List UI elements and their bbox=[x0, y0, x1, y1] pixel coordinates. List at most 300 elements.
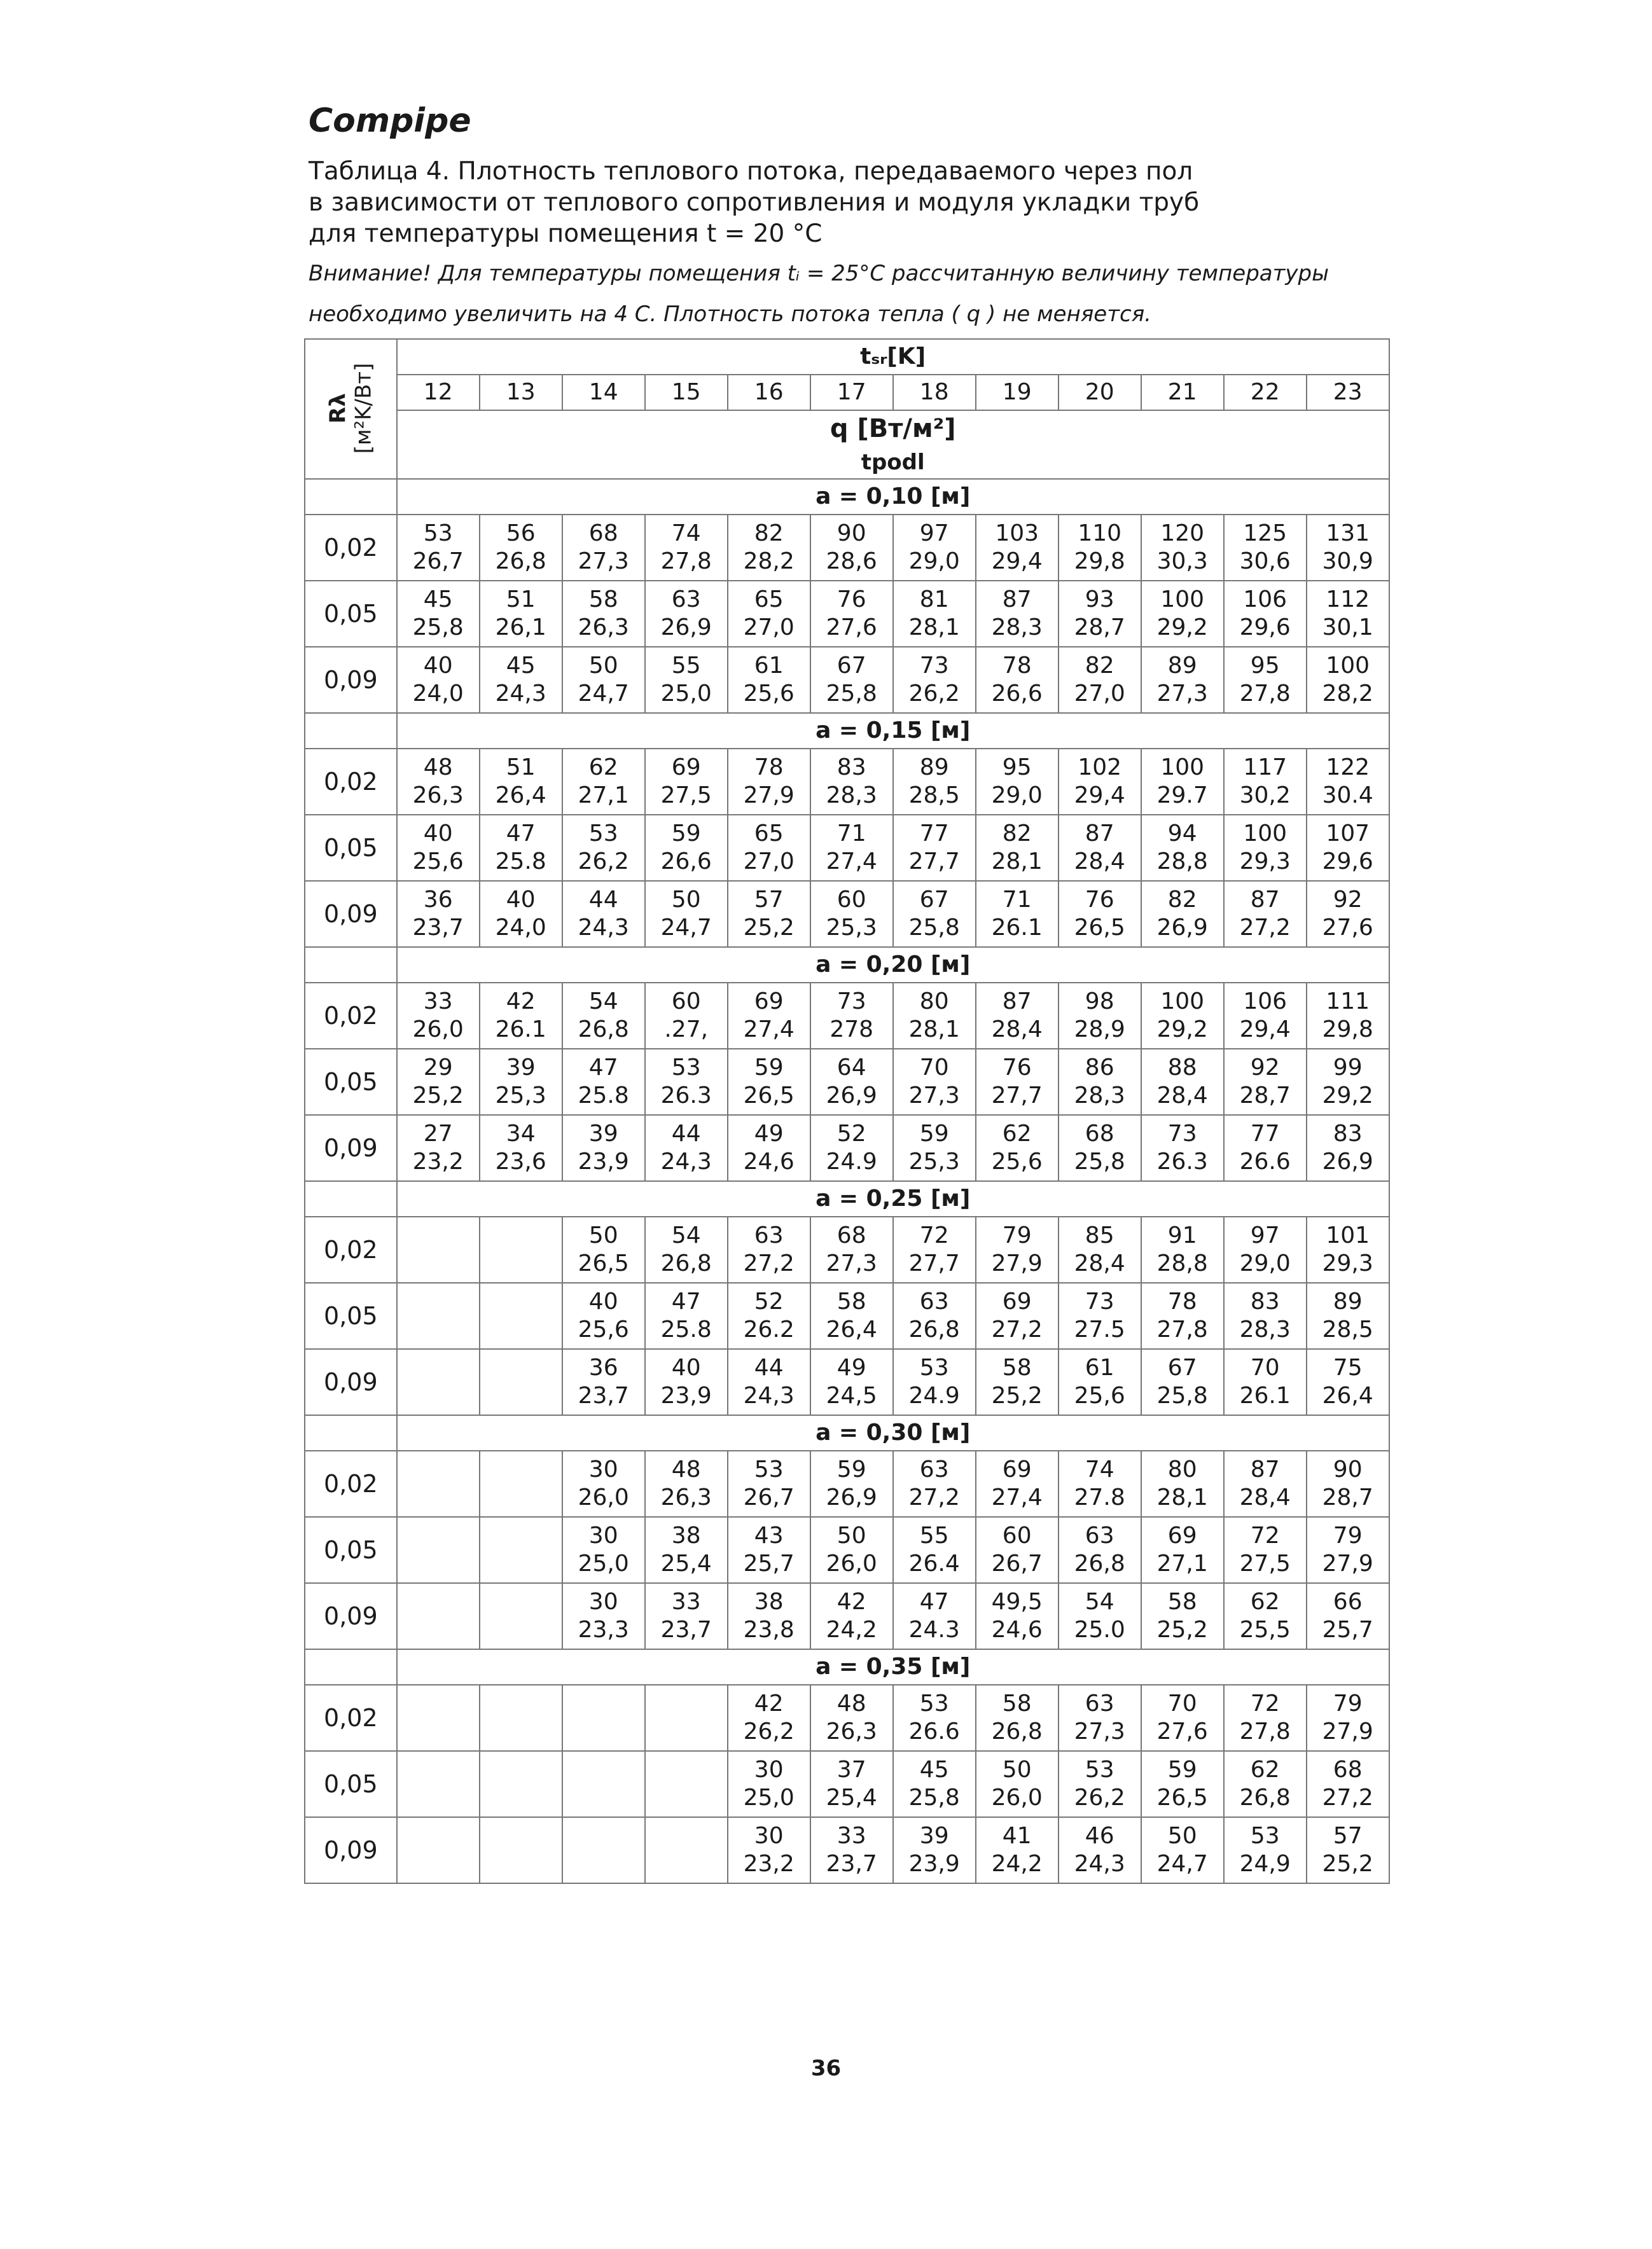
q-value: 63 bbox=[919, 1457, 949, 1483]
data-cell bbox=[810, 1217, 893, 1283]
data-cell bbox=[1141, 1115, 1224, 1181]
q-value: 59 bbox=[1167, 1757, 1197, 1783]
table-row bbox=[305, 647, 1389, 713]
q-value: 71 bbox=[1002, 887, 1032, 913]
data-cell bbox=[1059, 1751, 1141, 1817]
data-cell bbox=[480, 983, 562, 1049]
data-cell bbox=[1224, 1115, 1307, 1181]
q-value: 36 bbox=[588, 1355, 618, 1381]
floor-temp-value: 28,1 bbox=[908, 614, 960, 640]
data-cell bbox=[1224, 1583, 1307, 1649]
floor-temp-value: 23,6 bbox=[495, 1149, 546, 1175]
heat-flux-table bbox=[304, 338, 1390, 1884]
data-cell bbox=[810, 983, 893, 1049]
r-value: 0,09 bbox=[305, 1115, 397, 1181]
data-cell bbox=[810, 515, 893, 581]
floor-temp-value: 26,8 bbox=[991, 1719, 1043, 1745]
data-cell bbox=[645, 1451, 728, 1517]
data-cell bbox=[1224, 581, 1307, 647]
floor-temp-value: 27,0 bbox=[743, 614, 795, 640]
data-cell bbox=[480, 1115, 562, 1181]
data-cell bbox=[810, 1751, 893, 1817]
q-value: 48 bbox=[836, 1691, 866, 1717]
floor-temp-value: 28,3 bbox=[1239, 1317, 1291, 1343]
data-cell bbox=[480, 1751, 562, 1817]
q-value: 40 bbox=[423, 820, 453, 847]
q-value: 53 bbox=[754, 1457, 784, 1483]
floor-temp-value: 26,0 bbox=[412, 1016, 464, 1042]
section-label: a = 0,15 [м] bbox=[397, 713, 1389, 749]
q-value: 72 bbox=[1250, 1691, 1280, 1717]
data-cell bbox=[728, 1685, 810, 1751]
data-cell bbox=[1224, 1451, 1307, 1517]
q-value: 76 bbox=[1002, 1055, 1032, 1081]
floor-temp-value: 30,3 bbox=[1156, 548, 1208, 574]
q-value: 82 bbox=[1085, 653, 1114, 679]
data-cell bbox=[397, 1049, 480, 1115]
data-cell bbox=[1141, 983, 1224, 1049]
data-cell bbox=[1059, 647, 1141, 713]
floor-temp-value: 24,0 bbox=[412, 681, 464, 707]
q-value: 73 bbox=[836, 988, 866, 1014]
r-value: 0,02 bbox=[305, 1451, 397, 1517]
floor-temp-value: 24,2 bbox=[991, 1851, 1043, 1877]
q-value: 85 bbox=[1085, 1222, 1114, 1249]
r-value: 0,09 bbox=[305, 1583, 397, 1649]
floor-temp-value: 26,9 bbox=[1322, 1149, 1373, 1175]
q-value: 40 bbox=[671, 1355, 701, 1381]
section-spacer bbox=[305, 479, 397, 515]
floor-temp-value: 26,9 bbox=[826, 1083, 877, 1109]
q-value: 92 bbox=[1333, 887, 1363, 913]
data-cell bbox=[1141, 749, 1224, 815]
floor-temp-value: 26,7 bbox=[743, 1484, 795, 1511]
floor-temp-value: 27,6 bbox=[1322, 915, 1373, 941]
data-cell bbox=[893, 1817, 976, 1883]
floor-temp-value: 28,3 bbox=[991, 614, 1043, 640]
data-cell bbox=[645, 1115, 728, 1181]
floor-temp-value: 27,8 bbox=[660, 548, 712, 574]
floor-temp-value: 26,5 bbox=[1074, 915, 1125, 941]
data-cell bbox=[1307, 647, 1389, 713]
floor-temp-value: 30,9 bbox=[1322, 548, 1373, 574]
q-value: 74 bbox=[671, 520, 701, 546]
data-cell bbox=[1059, 1349, 1141, 1415]
q-value: 107 bbox=[1326, 820, 1370, 847]
q-value: 51 bbox=[506, 754, 536, 780]
q-value: 47 bbox=[506, 820, 536, 847]
floor-temp-value: 23,7 bbox=[412, 915, 464, 941]
section-label: a = 0,25 [м] bbox=[397, 1181, 1389, 1217]
q-value: 97 bbox=[1250, 1222, 1280, 1249]
r-value: 0,09 bbox=[305, 647, 397, 713]
q-value: 70 bbox=[1250, 1355, 1280, 1381]
data-cell bbox=[645, 1049, 728, 1115]
floor-temp-value: 28,7 bbox=[1322, 1484, 1373, 1511]
q-value: 44 bbox=[671, 1121, 701, 1147]
q-value: 72 bbox=[919, 1222, 949, 1249]
q-value: 106 bbox=[1243, 586, 1288, 612]
data-cell bbox=[562, 881, 645, 947]
floor-temp-value: 29,3 bbox=[1322, 1250, 1373, 1277]
q-value: 64 bbox=[836, 1055, 866, 1081]
q-value: 53 bbox=[1085, 1757, 1114, 1783]
q-value: 50 bbox=[836, 1523, 866, 1549]
temp-header-cell: 23 bbox=[1307, 375, 1389, 410]
floor-temp-value: 26,3 bbox=[578, 614, 629, 640]
q-value: 29 bbox=[423, 1055, 453, 1081]
data-cell bbox=[645, 1751, 728, 1817]
q-value: 63 bbox=[754, 1222, 784, 1249]
floor-temp-value: 25,2 bbox=[412, 1083, 464, 1109]
data-cell bbox=[397, 515, 480, 581]
floor-temp-value: 26,0 bbox=[991, 1785, 1043, 1811]
q-value: 59 bbox=[671, 820, 701, 847]
floor-temp-value: 25.8 bbox=[495, 848, 546, 875]
floor-temp-value: 26,9 bbox=[826, 1484, 877, 1511]
q-value: 39 bbox=[506, 1055, 536, 1081]
q-value: 59 bbox=[919, 1121, 949, 1147]
q-value: 106 bbox=[1243, 988, 1288, 1014]
q-value: 78 bbox=[754, 754, 784, 780]
data-cell bbox=[397, 749, 480, 815]
floor-temp-value: 28,4 bbox=[1239, 1484, 1291, 1511]
data-cell bbox=[1307, 515, 1389, 581]
floor-temp-value: 26,7 bbox=[412, 548, 464, 574]
data-cell bbox=[893, 749, 976, 815]
floor-temp-value: 25,7 bbox=[743, 1551, 795, 1577]
q-value: 52 bbox=[836, 1121, 866, 1147]
q-value: 98 bbox=[1085, 988, 1114, 1014]
q-value: 103 bbox=[995, 520, 1039, 546]
q-value: 61 bbox=[1085, 1355, 1114, 1381]
q-value: 62 bbox=[588, 754, 618, 780]
data-cell bbox=[397, 1517, 480, 1583]
q-value: 70 bbox=[919, 1055, 949, 1081]
data-cell bbox=[976, 1283, 1059, 1349]
data-cell bbox=[397, 1283, 480, 1349]
floor-temp-value: 29,8 bbox=[1074, 548, 1125, 574]
q-value: 65 bbox=[754, 820, 784, 847]
data-cell bbox=[397, 1349, 480, 1415]
floor-temp-value: 27,3 bbox=[826, 1250, 877, 1277]
note-line-2: необходимо увеличить на 4 С. Плотность потока тепла ( q ) не меняется. bbox=[309, 301, 1151, 327]
floor-temp-value: 27,4 bbox=[991, 1484, 1043, 1511]
floor-temp-value: 27,3 bbox=[908, 1083, 960, 1109]
data-cell bbox=[893, 647, 976, 713]
q-value: 36 bbox=[423, 887, 453, 913]
data-cell bbox=[562, 515, 645, 581]
data-cell bbox=[397, 647, 480, 713]
data-cell bbox=[1224, 1817, 1307, 1883]
data-cell bbox=[397, 1685, 480, 1751]
q-value: 90 bbox=[836, 520, 866, 546]
q-value: 89 bbox=[1333, 1289, 1363, 1315]
data-cell bbox=[728, 1517, 810, 1583]
floor-temp-value: 26,0 bbox=[578, 1484, 629, 1511]
q-value: 110 bbox=[1078, 520, 1122, 546]
data-cell bbox=[1307, 881, 1389, 947]
data-cell bbox=[480, 1349, 562, 1415]
r-value: 0,02 bbox=[305, 749, 397, 815]
floor-temp-value: 26,8 bbox=[660, 1250, 712, 1277]
data-cell bbox=[728, 749, 810, 815]
floor-temp-value: 29,8 bbox=[1322, 1016, 1373, 1042]
data-cell bbox=[976, 1217, 1059, 1283]
floor-temp-value: 27,8 bbox=[1156, 1317, 1208, 1343]
floor-temp-value: 26,3 bbox=[412, 782, 464, 808]
data-cell bbox=[728, 515, 810, 581]
data-cell bbox=[976, 1349, 1059, 1415]
data-cell bbox=[810, 815, 893, 881]
q-value: 30 bbox=[588, 1589, 618, 1615]
data-cell bbox=[1224, 515, 1307, 581]
floor-temp-value: 28,2 bbox=[743, 548, 795, 574]
floor-temp-value: 26,8 bbox=[578, 1016, 629, 1042]
data-cell bbox=[397, 1817, 480, 1883]
floor-temp-value: 24,3 bbox=[743, 1383, 795, 1409]
data-cell bbox=[1141, 1349, 1224, 1415]
data-cell bbox=[1059, 815, 1141, 881]
data-cell bbox=[810, 1517, 893, 1583]
q-value: 70 bbox=[1167, 1691, 1197, 1717]
data-cell bbox=[645, 1817, 728, 1883]
q-value: 77 bbox=[919, 820, 949, 847]
r-value: 0,05 bbox=[305, 1751, 397, 1817]
data-cell bbox=[1059, 1283, 1141, 1349]
q-value: 67 bbox=[919, 887, 949, 913]
data-cell bbox=[480, 1049, 562, 1115]
data-cell bbox=[1224, 983, 1307, 1049]
q-value: 74 bbox=[1085, 1457, 1114, 1483]
q-value: 53 bbox=[588, 820, 618, 847]
data-cell bbox=[728, 1283, 810, 1349]
data-cell bbox=[1059, 1685, 1141, 1751]
q-value: 30 bbox=[588, 1457, 618, 1483]
floor-temp-value: 25,7 bbox=[1322, 1617, 1373, 1643]
floor-temp-value: 26,9 bbox=[660, 614, 712, 640]
floor-temp-value: 26,5 bbox=[743, 1083, 795, 1109]
q-value: 79 bbox=[1333, 1523, 1363, 1549]
floor-temp-value: 27,3 bbox=[578, 548, 629, 574]
q-value: 45 bbox=[506, 653, 536, 679]
q-value: 73 bbox=[1085, 1289, 1114, 1315]
data-cell bbox=[1059, 749, 1141, 815]
floor-temp-value: 23,8 bbox=[743, 1617, 795, 1643]
floor-temp-value: 28,7 bbox=[1074, 614, 1125, 640]
temperature-row bbox=[305, 375, 1389, 410]
floor-temp-value: 27,2 bbox=[743, 1250, 795, 1277]
data-cell bbox=[976, 1751, 1059, 1817]
floor-temp-value: 25,3 bbox=[495, 1083, 546, 1109]
q-value: 81 bbox=[919, 586, 949, 612]
q-value: 63 bbox=[1085, 1691, 1114, 1717]
floor-temp-value: 29,4 bbox=[1239, 1016, 1291, 1042]
floor-temp-value: 26.6 bbox=[1239, 1149, 1291, 1175]
data-cell bbox=[562, 983, 645, 1049]
data-cell bbox=[1307, 749, 1389, 815]
floor-temp-value: 27,7 bbox=[908, 848, 960, 875]
floor-temp-value: 27,3 bbox=[1156, 681, 1208, 707]
floor-temp-value: 28,4 bbox=[1156, 1083, 1208, 1109]
q-value: 94 bbox=[1167, 820, 1197, 847]
floor-temp-value: 25,8 bbox=[1156, 1383, 1208, 1409]
q-value: 62 bbox=[1250, 1757, 1280, 1783]
q-value: 56 bbox=[506, 520, 536, 546]
data-cell bbox=[728, 1583, 810, 1649]
data-cell bbox=[728, 1049, 810, 1115]
q-value: 97 bbox=[919, 520, 949, 546]
data-cell bbox=[1141, 1217, 1224, 1283]
floor-temp-value: 24,0 bbox=[495, 915, 546, 941]
floor-temp-value: 25,8 bbox=[908, 1785, 960, 1811]
q-value: 48 bbox=[671, 1457, 701, 1483]
data-cell bbox=[893, 1751, 976, 1817]
data-cell bbox=[810, 1283, 893, 1349]
q-value: 34 bbox=[506, 1121, 536, 1147]
q-value: 58 bbox=[1167, 1589, 1197, 1615]
q-value: 80 bbox=[1167, 1457, 1197, 1483]
data-cell bbox=[1307, 1517, 1389, 1583]
data-cell bbox=[480, 647, 562, 713]
table-row bbox=[305, 1217, 1389, 1283]
floor-temp-value: 28,7 bbox=[1239, 1083, 1291, 1109]
floor-temp-value: 26,4 bbox=[1322, 1383, 1373, 1409]
data-cell bbox=[397, 815, 480, 881]
q-value: 90 bbox=[1333, 1457, 1363, 1483]
data-cell bbox=[810, 1049, 893, 1115]
floor-temp-value: 30,6 bbox=[1239, 548, 1291, 574]
data-cell bbox=[397, 1115, 480, 1181]
data-cell bbox=[480, 1451, 562, 1517]
data-cell bbox=[893, 1517, 976, 1583]
tpodl-header: tpodl bbox=[397, 446, 1389, 479]
data-cell bbox=[976, 1115, 1059, 1181]
floor-temp-value: 26.2 bbox=[743, 1317, 795, 1343]
data-cell bbox=[1307, 1349, 1389, 1415]
floor-temp-value: 27,9 bbox=[1322, 1551, 1373, 1577]
q-value: 53 bbox=[919, 1355, 949, 1381]
table-row bbox=[305, 1817, 1389, 1883]
section-header-row bbox=[305, 713, 1389, 749]
floor-temp-value: 24,7 bbox=[578, 681, 629, 707]
q-value: 49 bbox=[754, 1121, 784, 1147]
q-value: 49 bbox=[836, 1355, 866, 1381]
data-cell bbox=[1059, 515, 1141, 581]
floor-temp-value: .27, bbox=[664, 1016, 709, 1042]
r-value: 0,05 bbox=[305, 815, 397, 881]
r-value: 0,05 bbox=[305, 581, 397, 647]
temp-header-cell: 19 bbox=[976, 375, 1059, 410]
q-value: 80 bbox=[919, 988, 949, 1014]
data-cell bbox=[645, 983, 728, 1049]
data-cell bbox=[893, 881, 976, 947]
data-cell bbox=[397, 881, 480, 947]
data-cell bbox=[480, 581, 562, 647]
q-value: 40 bbox=[588, 1289, 618, 1315]
data-cell bbox=[645, 581, 728, 647]
floor-temp-value: 27.5 bbox=[1074, 1317, 1125, 1343]
table-row bbox=[305, 749, 1389, 815]
data-cell bbox=[976, 983, 1059, 1049]
data-cell bbox=[397, 1217, 480, 1283]
data-cell bbox=[1224, 1049, 1307, 1115]
data-cell bbox=[810, 1451, 893, 1517]
floor-temp-value: 24,7 bbox=[1156, 1851, 1208, 1877]
data-cell bbox=[976, 749, 1059, 815]
data-cell bbox=[810, 1685, 893, 1751]
floor-temp-value: 26.1 bbox=[495, 1016, 546, 1042]
q-value: 63 bbox=[1085, 1523, 1114, 1549]
temp-header-cell: 18 bbox=[893, 375, 976, 410]
q-value: 82 bbox=[1002, 820, 1032, 847]
floor-temp-value: 27,6 bbox=[826, 614, 877, 640]
r-value: 0,02 bbox=[305, 983, 397, 1049]
floor-temp-value: 29,6 bbox=[1322, 848, 1373, 875]
floor-temp-value: 25,4 bbox=[826, 1785, 877, 1811]
floor-temp-value: 26,8 bbox=[1239, 1785, 1291, 1811]
q-value: 82 bbox=[1167, 887, 1197, 913]
floor-temp-value: 23,2 bbox=[412, 1149, 464, 1175]
section-label: a = 0,30 [м] bbox=[397, 1415, 1389, 1451]
q-value: 47 bbox=[588, 1055, 618, 1081]
data-cell bbox=[1141, 581, 1224, 647]
data-cell bbox=[480, 1217, 562, 1283]
data-cell bbox=[1224, 1283, 1307, 1349]
tsr-header: tₛᵣ[K] bbox=[397, 339, 1389, 375]
data-cell bbox=[645, 515, 728, 581]
q-value: 117 bbox=[1243, 754, 1288, 780]
q-value: 71 bbox=[836, 820, 866, 847]
floor-temp-value: 24,3 bbox=[495, 681, 546, 707]
q-value: 57 bbox=[1333, 1823, 1363, 1849]
floor-temp-value: 27,2 bbox=[908, 1484, 960, 1511]
page-number: 36 bbox=[810, 2056, 842, 2081]
floor-temp-value: 25,6 bbox=[412, 848, 464, 875]
data-cell bbox=[1141, 1817, 1224, 1883]
data-cell bbox=[893, 1583, 976, 1649]
floor-temp-value: 28,1 bbox=[1156, 1484, 1208, 1511]
q-value: 53 bbox=[1250, 1823, 1280, 1849]
floor-temp-value: 29,0 bbox=[1239, 1250, 1291, 1277]
r-value: 0,02 bbox=[305, 1685, 397, 1751]
floor-temp-value: 30.4 bbox=[1322, 782, 1373, 808]
data-cell bbox=[1307, 581, 1389, 647]
data-cell bbox=[893, 581, 976, 647]
q-value: 44 bbox=[754, 1355, 784, 1381]
floor-temp-value: 25,5 bbox=[1239, 1617, 1291, 1643]
temp-header-cell: 22 bbox=[1224, 375, 1307, 410]
floor-temp-value: 28,4 bbox=[991, 1016, 1043, 1042]
q-value: 76 bbox=[836, 586, 866, 612]
q-value: 87 bbox=[1002, 586, 1032, 612]
q-value: 83 bbox=[1250, 1289, 1280, 1315]
data-cell bbox=[480, 1685, 562, 1751]
data-cell bbox=[1307, 1583, 1389, 1649]
data-cell bbox=[562, 1349, 645, 1415]
data-cell bbox=[562, 749, 645, 815]
floor-temp-value: 27.8 bbox=[1074, 1484, 1125, 1511]
q-value: 42 bbox=[754, 1691, 784, 1717]
q-value: 76 bbox=[1085, 887, 1114, 913]
floor-temp-value: 26,7 bbox=[991, 1551, 1043, 1577]
floor-temp-value: 27,9 bbox=[991, 1250, 1043, 1277]
data-cell bbox=[480, 515, 562, 581]
data-cell bbox=[728, 647, 810, 713]
q-value: 60 bbox=[1002, 1523, 1032, 1549]
table-row bbox=[305, 581, 1389, 647]
floor-temp-value: 24,5 bbox=[826, 1383, 877, 1409]
